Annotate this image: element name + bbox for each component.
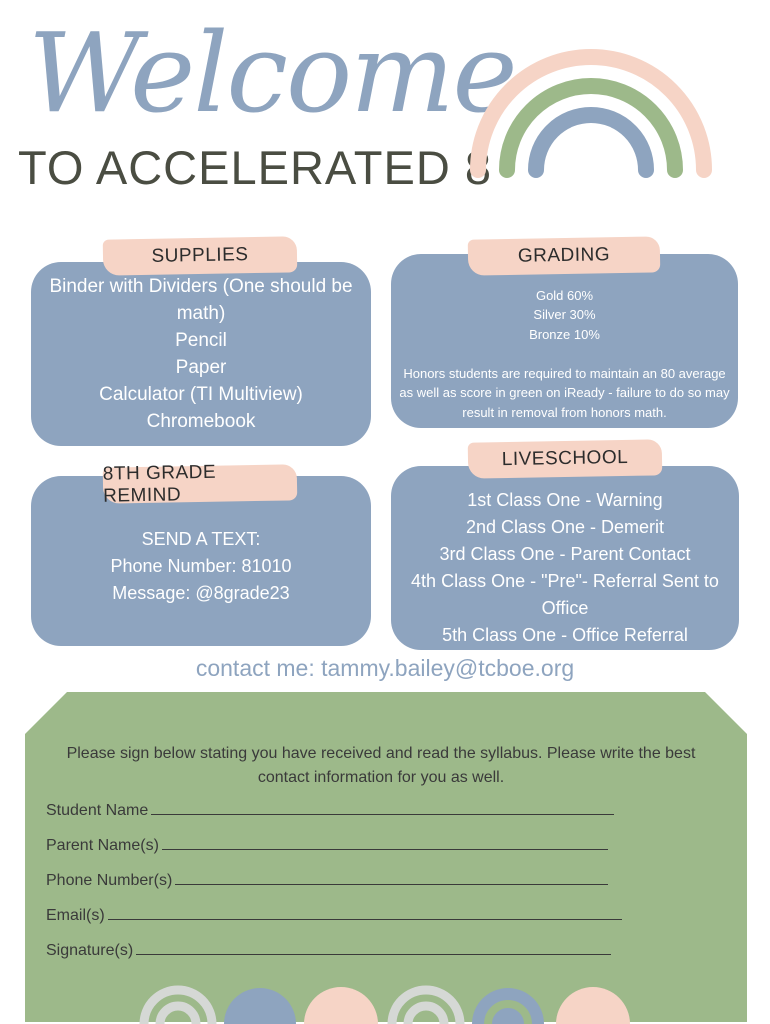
grading-heading: GRADING	[468, 236, 661, 275]
phone-number-field[interactable]: Phone Number(s)	[46, 869, 646, 891]
liveschool-item: 1st Class One - Warning	[467, 490, 663, 510]
liveschool-heading: LIVESCHOOL	[468, 439, 663, 478]
remind-send: SEND A TEXT:	[141, 528, 261, 549]
remind-phone: Phone Number: 81010	[110, 555, 292, 576]
parent-name-field[interactable]: Parent Name(s)	[46, 834, 646, 856]
grading-gold: Gold 60%	[535, 287, 594, 303]
supplies-item: Chromebook	[146, 411, 256, 432]
liveschool-card	[391, 466, 739, 650]
grading-honors-note: Honors students are required to maintain an 80 average as well as score in green on iReady - failure to do so may result in removal from honors math.	[399, 365, 730, 420]
grading-bronze: Bronze 10%	[529, 326, 600, 342]
supplies-heading: SUPPLIES	[103, 236, 298, 275]
supplies-item: Pencil	[175, 330, 227, 351]
remind-message: Message: @8grade23	[112, 582, 290, 603]
rainbow-icon	[466, 0, 716, 200]
supplies-item: Paper	[175, 357, 227, 378]
remind-heading: 8TH GRADE REMIND	[103, 464, 298, 503]
signature-field[interactable]: Signature(s)	[46, 939, 646, 961]
liveschool-item: 2nd Class One - Demerit	[465, 517, 665, 537]
grading-silver: Silver 30%	[533, 307, 596, 323]
supplies-item: Calculator (TI Multiview)	[99, 384, 303, 405]
liveschool-item: 4th Class One - "Pre"- Referral Sent to Office	[411, 571, 719, 618]
page-subtitle: TO ACCELERATED 8	[18, 141, 492, 194]
welcome-title: Welcome	[28, 9, 516, 137]
decorative-arches-icon	[138, 978, 638, 1024]
liveschool-item: 3rd Class One - Parent Contact	[439, 544, 691, 564]
grading-card	[391, 254, 738, 428]
signature-instructions: Please sign below stating you have received and read the syllabus. Please write the best contact information for you as well.	[66, 745, 696, 786]
supplies-card	[31, 262, 371, 446]
liveschool-item: 5th Class One - Office Referral	[442, 625, 688, 645]
email-field[interactable]: Email(s)	[46, 904, 646, 926]
contact-email: contact me: tammy.bailey@tcboe.org	[195, 655, 575, 681]
supplies-item: Binder with Dividers (One should be math)	[49, 276, 353, 324]
student-name-field[interactable]: Student Name	[46, 799, 646, 821]
